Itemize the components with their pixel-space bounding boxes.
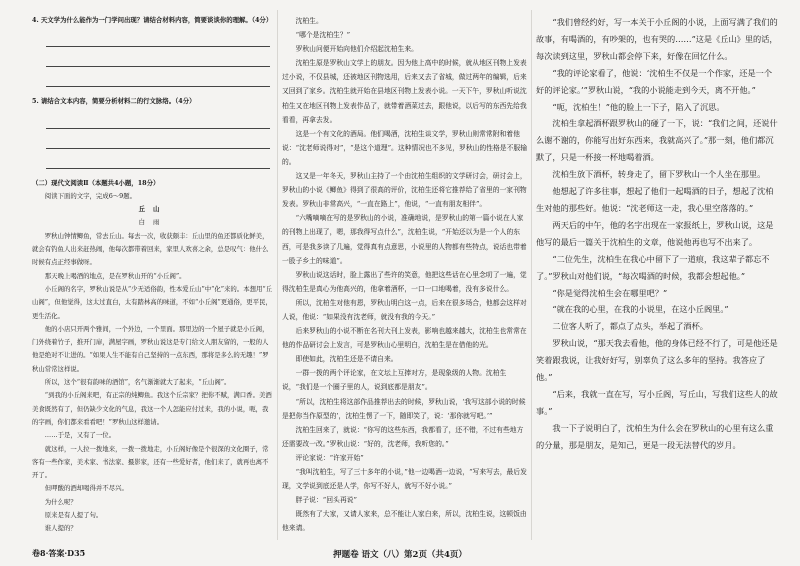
paragraph: 沈柏生原是罗秋山文学上的朋友。因为他上高中的时候，就从地区刊物上发表过小说，不仅县城，还被地区刊物选用，后来又去了省城，做过两年的编辑，后来又回到了家乡。沈柏生就开始在县地区刊物上发表小说。一天下午，罗秋山听说沈柏生又在地区刊物上发表作品了，就带着酒菜过去，跟他说，以后写的东西先给我看看，再拿去发。 [282,59,527,124]
paragraph: 这又是一年冬天，罗秋山主持了一个由沈柏生组织的文学研讨会，研讨会上，罗秋山的小说《鲫鱼》得到了很高的评价，沈柏生还将它推荐给了省里的一家刊物发表。罗秋山非常高兴，“一直在路上”，他说，“一直有朋友相伴”。 [282,172,527,209]
paragraph: “我叫沈柏生，写了三十多年的小说，”他一边喝酒一边说，“写来写去，最后发现，文学说到底还是人学，你写不好人，就写不好小说。” [282,468,527,491]
paragraph: “哪个是沈柏生？” [295,31,351,40]
column-middle [282,14,528,535]
paragraph: 所以，沈柏生对他有恩，罗秋山明白这一点，后来在很多场合，他都会这样对人说，他说：“如果没有沈老师，就没有我的今天。” [282,298,527,321]
paragraph: 我一下子说明白了，沈柏生为什么会在罗秋山的心里有这么重的分量，那是朋友，是知己，更是一段无法替代的岁月。 [536,422,774,450]
paragraph: 他的小店只开两个雅间，一个外边，一个里面。那里边的一个屋子就是小丘阁，门外绕着竹子，推开门扉，满屋字画，罗秋山说这是专门给文人朋友留的，一般的人他是绝对不让进的。“如果人生不能有自己坚持的一点东西，那将是多么的无趣！”罗秋山常常这样说。 [32,324,269,373]
paragraph: 沈柏生拿起酒杯跟罗秋山的碰了一下，说：“我们之间，还说什么谢不谢的，你能写出好东西来，我就高兴了。”那一刻，他们都沉默了，只是一杯接一杯地喝着酒。 [536,118,778,163]
question-5: 5. 请结合文本内容，简要分析材料二的行文脉络。（4分） [32,97,196,106]
paragraph: 罗秋山钟情鲫鱼，常去丘山。每去一次，收获颇丰：丘山里的鱼还都质化鲜美，就会有钓鱼人出来赶热闹，他每次都带着回来，家里人欢喜之余，总是叹气：他什么时候有点正经事做呀。 [32,231,269,267]
paragraph: “二位先生，沈柏生在我心中留下了一道痕，我这辈子都忘不了。”罗秋山对他们说，“每次喝酒的时候，我都会想起他。” [536,253,770,281]
paragraph: 罗秋山说这话时，脸上露出了些许的笑意，他把这些话在心里念叨了一遍，觉得沈柏生是真心为他高兴的，他拿着酒杯，一口一口地喝着，没有多说什么。 [282,270,527,293]
paragraph: “就在我的心里，在我的小说里，在这小丘阁里。” [552,304,729,315]
paragraph: 谁人提的？ [44,524,77,533]
paragraph: 但呷酸的酒却喝得并不尽兴。 [44,484,128,493]
question-4: 4. 天文学为什么能作为一门学问出现？请结合材料内容，简要谈谈你的理解。（4分） [32,16,273,24]
paragraph: 两天后的中午，他的名字出现在一家报纸上，罗秋山说，这是他写的最后一篇关于沈柏生的文章，他说他再也写不出来了。 [536,219,774,247]
paragraph: 罗秋山问便开始向他们介绍起沈柏生来。 [295,45,418,54]
paragraph: 二位客人听了，都点了点头，举起了酒杯。 [552,321,708,332]
paragraph: 小丘阁的名字，罗秋山说是从“少无适俗韵，性本爱丘山”中“化”来的。本想用“丘山阁”，但他觉得，这太过直白，太有踏林高的味道，不如“小丘阁”更通俗，更平民，更生活化。 [32,284,273,320]
answer-line[interactable] [46,149,270,169]
paragraph: “呃，沈柏生！”他的脸上一下子，陷入了沉思。 [552,101,725,112]
paragraph: “我们曾经约好，写一本关于小丘阁的小说，上面写满了我们的故事，有喝酒的，有吵架的，也有哭的……”这是《丘山》里的话，每次读到这里，罗秋山都会停下来，好像在回忆什么。 [536,17,778,61]
paragraph: 即使如此，沈柏生还是不请自来。 [295,355,398,364]
paragraph: ……于是，又有了一位。 [44,431,116,440]
paragraph: 罗秋山说，“那天我去看他，他的身体已经不行了，可是他还是笑着跟我说，让我好好写，别辜负了这么多年的坚持。我答应了他。” [536,338,778,383]
answer-line[interactable] [46,27,270,47]
paragraph: 为什么呢？ [44,497,77,506]
paragraph: “你是觉得沈柏生会在哪里吧？” [552,287,668,298]
paragraph: 既然有了大家，又请人家来，总不能让人家白来，所以，沈柏生说，这顿饭由他来请。 [282,510,527,533]
column-divider-2 [531,10,532,540]
column-divider-1 [277,10,278,540]
page-code: 卷8·答案·D35 [32,548,86,558]
answer-line[interactable] [46,109,270,129]
paragraph: 胖子说：“回头再说” [295,496,357,505]
paragraph: “所以，沈柏生将这部作品推荐出去的时候，罗秋山说，‘我写这部小说的时候是把你当作原型的’，沈柏生愣了一下，随即笑了，说：‘那你就写吧。’” [282,397,526,420]
answer-line[interactable] [46,67,270,87]
paragraph: 就这样，一人拉一拨地来，一拨一拨地走，小丘阁好像是个很深的文化圈子，常客有一些作家，美术家、书法家、摄影家，还有一些爱好者，他们来了，就再也离不开了。 [32,444,269,480]
paragraph: “六嘴嘀嘀在写的是罗秋山的小说，准确地说，是罗秋山的第一篇小说在人家的刊物上出现了，嗯，那我得写点什么”，沈柏生说，“开始还以为是一个人的东西，可是我多读了几遍，觉得真有点意思，小说里的人物都有些特点，说话也带着一股子乡土的味道”。 [282,214,527,265]
column-right [536,14,780,454]
paragraph: “后来，我就一直在写，写小丘阁，写丘山，写我们这些人的故事。” [536,388,778,416]
paragraph: 那天晚上喝酒的地点，是在罗秋山开的“小丘阁”。 [44,271,186,280]
paragraph: 原来是有人提了句。 [44,511,103,520]
section-title: （二）现代文阅读Ⅱ（本题共4小题，18分） [32,178,160,187]
paragraph: 一群一拨的两个评论家，在文坛上互捧对方，是现象级的人物。沈柏生说，“我们是一个圈子里的人，说到底都是朋友”。 [282,369,507,392]
paragraph: 所以，这个“很有韵味的酒馆”，名气渐渐就大了起来，“丘山阁”。 [44,378,231,387]
answer-line[interactable] [46,129,270,149]
page-footer: 押题卷 语文（八）第2页（共4页） [333,550,467,560]
paragraph: “我的评论家看了，他说：‘沈柏生不仅是一个作家，还是一个好的评论家。’”罗秋山说，“我的小说能走到今天，离不开他。” [536,67,773,95]
paragraph: 后来罗秋山的小说不断在名刊大刊上发表，影响也越来越大，沈柏生也常常在他的作品研讨会上发言，可是罗秋山心里明白，沈柏生是在借他的光。 [282,327,527,350]
column-left [32,14,274,536]
story-author: 白雨 [138,218,168,227]
paragraph: 评论家说：“许家开始” [295,453,364,462]
answer-line[interactable] [46,47,270,67]
paragraph: 沈柏生放下酒杯，转身走了，留下罗秋山一个人坐在那里。 [552,169,766,180]
paragraph: 这是一个有文化的酒局。他们喝酒，沈柏生谈文学，罗秋山则常常附和着他说：“沈老师说得对”，“是这个道理”。这种情况也不多见，罗秋山的性格是不服输的。 [282,129,527,166]
paragraph: 他想起了许多往事，想起了他们一起喝酒的日子，想起了沈柏生对他的那些好。他说：“沈老师这一走，我心里空落落的。” [536,186,774,213]
paragraph: “到我的小丘阁来吧，有正宗的炖鲫鱼。我这个丘宗家？把你不赋，满口香。美酒美食既然有了，但仍缺少文化的气息，我这一个人怎能应付过来，我的小说，呃，我的字画，你们都来看看吧！”罗秋山这样邀请。 [32,391,272,426]
paragraph: 沈柏生回来了，就说：“你写的这些东西，我都看了，还不错，不过有些地方还需要改一改。”罗秋山说：“好的，沈老师，我听您的。” [282,425,524,448]
story-title: 丘山 [138,205,168,214]
instruction: 阅读下面的文字，完成6～9题。 [44,191,137,200]
paragraph: 沈柏生。 [295,17,323,25]
